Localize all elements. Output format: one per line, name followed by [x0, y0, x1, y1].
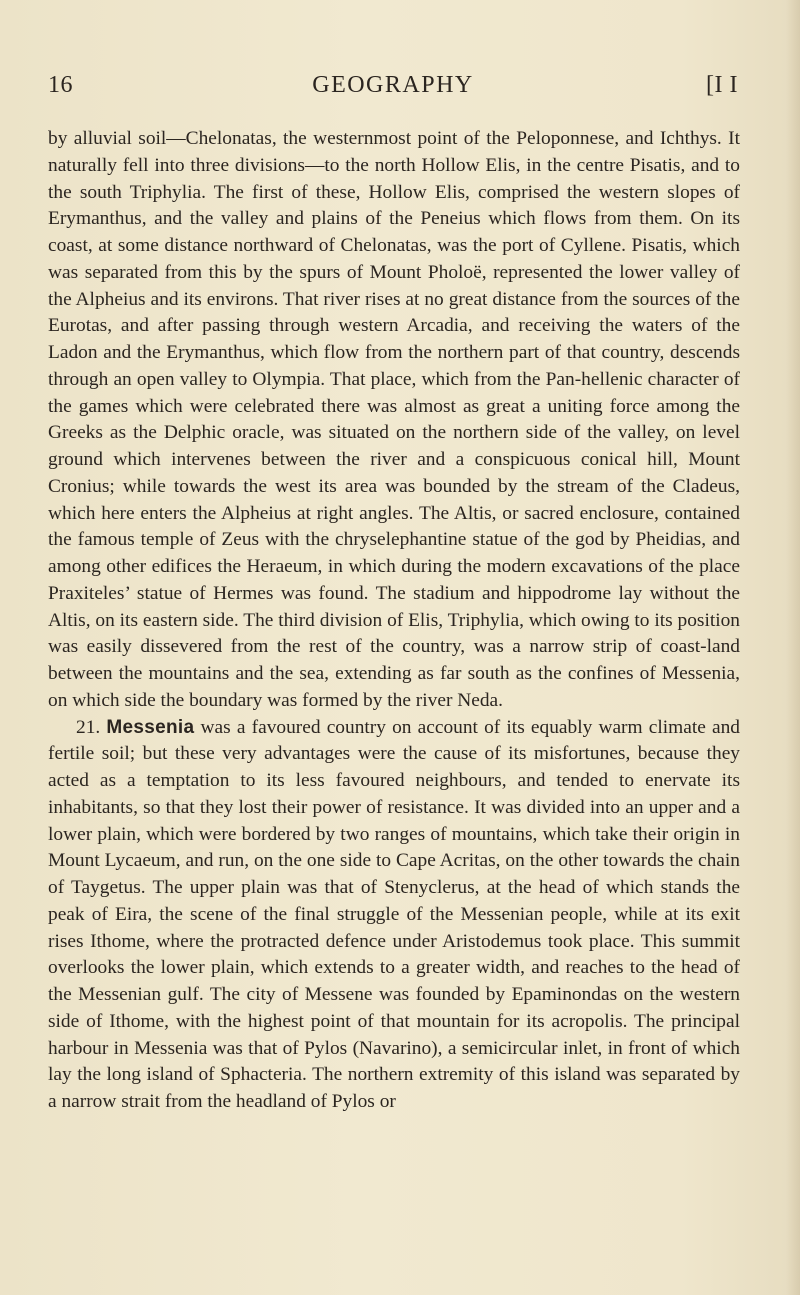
paragraph-messenia-text: was a favoured country on account of its equably warm climate and fertile soil; but these very advantages were the cause of its misfortunes, because they acted as a temptation to its less favoured neighbours, and tended to enervate its inhabitants, so that they lost their power of resistance. It was divided into an upper and a lower plain, which were bordered by two ranges of mountains, which take their origin in Mount Lycaeum, and run, on the one side to Cape Acritas, on the other towards the chain of Taygetus. The upper plain was that of Stenyclerus, at the head of which stands the peak of Eira, the scene of the final struggle of the Messenian people, while at its exit rises Ithome, where the protracted defence under Aristodemus took place. This summit overlooks the lower plain, which extends to a greater width, and reaches to the head of the Messenian gulf. The city of Messene was founded by Epaminondas on the western side of Ithome, with the highest point of that mountain for its acropolis. The principal harbour in Messenia was that of Pylos (Navarino), a semicircular inlet, in front of which lay the long island of Sphacteria. The northern extremity of this island was separated by a narrow strait from the headland of Pylos or — [48, 716, 740, 1112]
page-edge-shadow — [786, 0, 800, 1295]
section-number: 21. — [76, 716, 101, 738]
section-keyword: Messenia — [106, 716, 195, 738]
body-text — [48, 126, 740, 1116]
paragraph-messenia — [48, 715, 740, 1116]
running-header — [48, 72, 738, 102]
paragraph-elis: by alluvial soil—Chelonatas, the westernmost point of the Peloponnese, and Ichthys. It naturally fell into three divisions—to the north Hollow Elis, in the centre Pisatis, and to the south Triphylia. The first of these, Hollow Elis, comprised the western slopes of Erymanthus, and the valley and plains of the Peneius which flows from them. On its coast, at some distance northward of Chelonatas, was the port of Cyllene. Pisatis, which was separated from this by the spurs of Mount Pholoë, represented the lower valley of the Alpheius and its environs. That river rises at no great distance from the sources of the Eurotas, and after passing through western Arcadia, and receiving the waters of the Ladon and the Erymanthus, which flow from the northern part of that country, descends through an open valley to Olympia. That place, which from the Pan-hellenic character of the games which were celebrated there was almost as great a uniting force among the Greeks as the Delphic oracle, was situated on the northern side of the valley, on level ground which intervenes between the river and a conspicuous conical hill, Mount Cronius; while towards the west its area was bounded by the stream of the Cladeus, which here enters the Alpheius at right angles. The Altis, or sacred enclosure, contained the famous temple of Zeus with the chryselephantine statue of the god by Pheidias, and among other edifices the Heraeum, in which during the modern excavations of the place Praxiteles’ statue of Hermes was found. The stadium and hippodrome lay without the Altis, on its eastern side. The third division of Elis, Triphylia, which owing to its position was easily dissevered from the rest of the country, was a narrow strip of coast-land between the mountains and the sea, extending as far south as the confines of Messenia, on which side the boundary was formed by the river Neda. — [48, 128, 740, 711]
section-marker: [I I — [706, 72, 738, 98]
running-title: GEOGRAPHY — [312, 72, 474, 98]
page-number: 16 — [48, 72, 73, 98]
